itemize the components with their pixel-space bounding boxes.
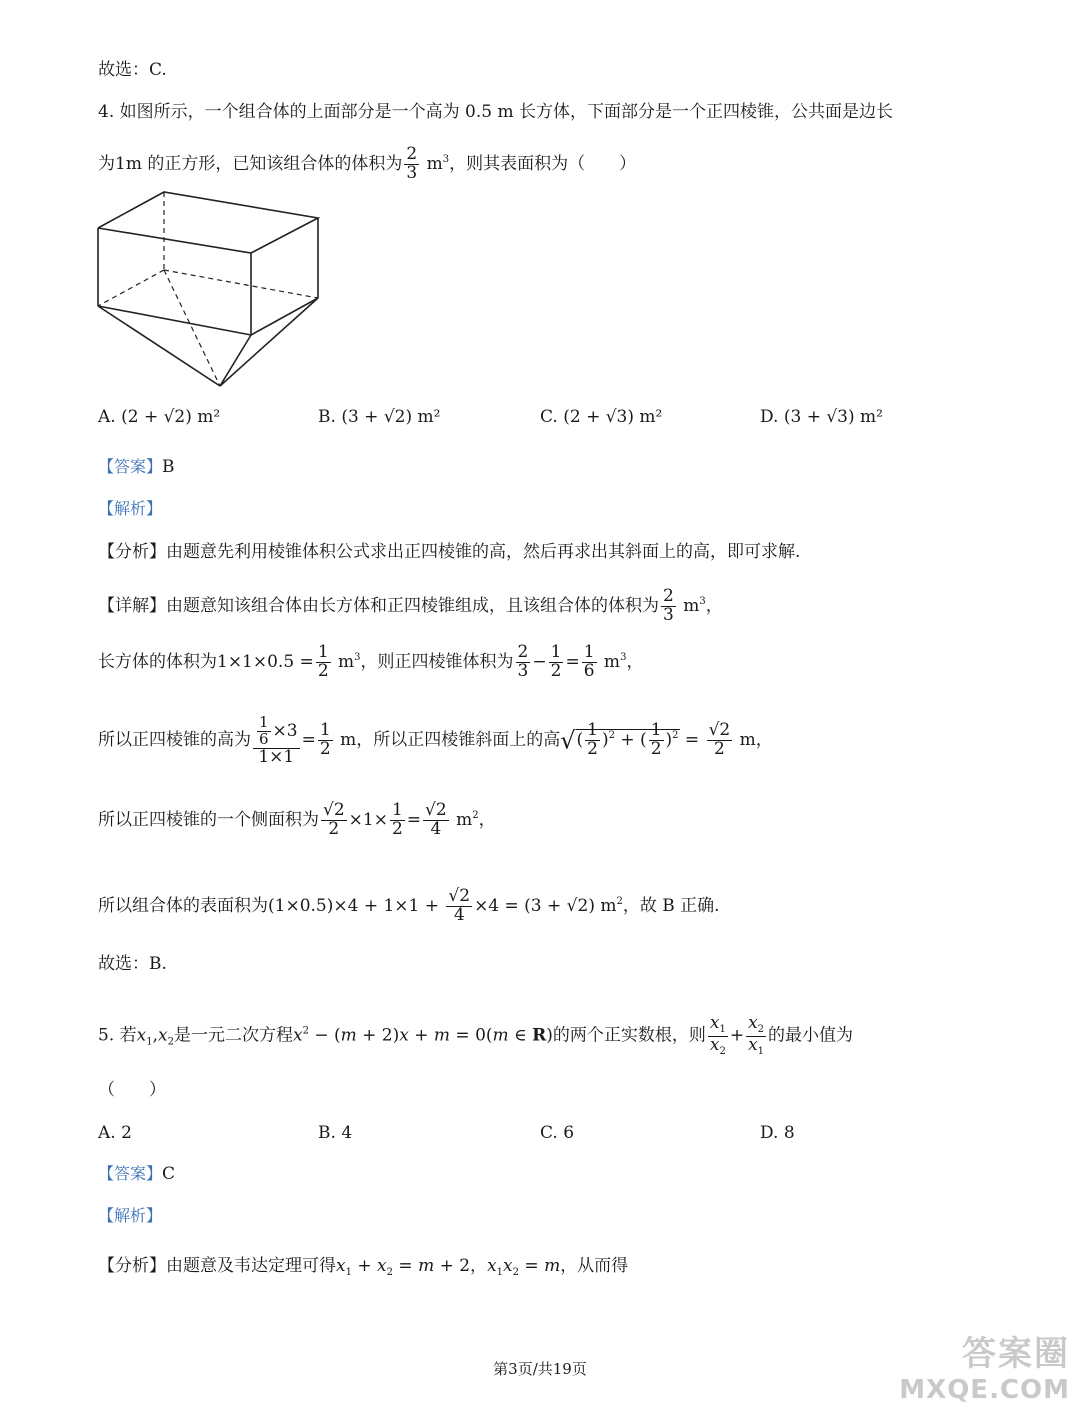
q4-jiexi: 【解析】 [98,499,163,518]
q5-option-d: D. 8 [760,1123,795,1143]
composite-solid-figure [96,190,336,395]
q4-stem-line1: 4. 如图所示，一个组合体的上面部分是一个高为 0.5 m 长方体，下面部分是一个正四棱锥，公共面是边长 [98,102,893,122]
q4-analysis: 【分析】由题意先利用棱锥体积公式求出正四棱锥的高，然后再求出其斜面上的高，即可求解. [98,542,801,562]
q4-option-a: A. (2 + √2) m² [98,407,221,427]
previous-conclusion: 故选：C. [98,60,167,80]
q5-analysis: 【分析】由题意及韦达定理可得$x_1 + x_2 = m + 2$，$x_1x_2 = m$，从而得 [98,1256,629,1278]
q4-detail-4: 所以正四棱锥的一个侧面积为 $\frac{√2}{2}$ ×1× $\frac{1}{2}$ = $\frac{√2}{4}$ $m^2$， [98,800,496,839]
q5-stem: 5. 若$x_1,x_2$是一元二次方程$x^2 - (m + 2)x + m = 0(m$ ∈ R)的两个正实数根，则 $\frac{x_1}{x_2}$ + $\frac{x_2}{x_1}$ 的最小值为 [98,1013,854,1057]
q4-detail-1: 【详解】由题意知该组合体由长方体和正四棱锥组成，且该组合体的体积为 $\frac{2}{3}$ $m^3$， [98,586,723,625]
q4-answer: 【答案】B [98,457,175,477]
q5-option-a: A. 2 [98,1123,132,1143]
q5-paren: （ ） [98,1080,166,1100]
q5-jiexi: 【解析】 [98,1206,163,1225]
q4-detail-2: 长方体的体积为1×1×0.5 = $\frac{1}{2}$ $m^3$，则正四棱锥体积为 $\frac{2}{3}$ − $\frac{1}{2}$ = $\frac{1}{6}$ $m^3$， [98,642,644,681]
q4-detail-3: 所以正四棱锥的高为 $\frac{1}{6}$ ×3 1×1 = $\frac{1}{2}$ m，所以正四棱锥斜面上的高√( $\frac{1}{2}$ )$^2$ + ( $\frac{1}{2}$ )$^2$ = $\frac{√2}{2}$ m， [98,713,773,767]
q4-option-d: D. (3 + √3) m² [760,407,883,427]
q4-option-b: B. (3 + √2) m² [318,407,441,427]
page-footer: 第3页/共19页 [493,1360,587,1378]
q5-option-c: C. 6 [540,1123,575,1143]
watermark: 答案圈 MXQE.COM [899,1334,1070,1405]
q5-option-b: B. 4 [318,1123,353,1143]
q4-stem-line2: 为1m 的正方形，已知该组合体的体积为 $\frac{2}{3}$ $m^3$，则其表面积为（ ） [98,144,637,183]
q5-answer: 【答案】C [98,1164,176,1184]
q4-option-c: C. (2 + √3) m² [540,407,663,427]
q4-detail-5: 所以组合体的表面积为(1×0.5)×4 + 1×1 + $\frac{√2}{4}$ ×4 = (3 + √2) $m^2$，故 B 正确. [98,886,720,925]
q4-conclusion: 故选：B. [98,954,167,974]
